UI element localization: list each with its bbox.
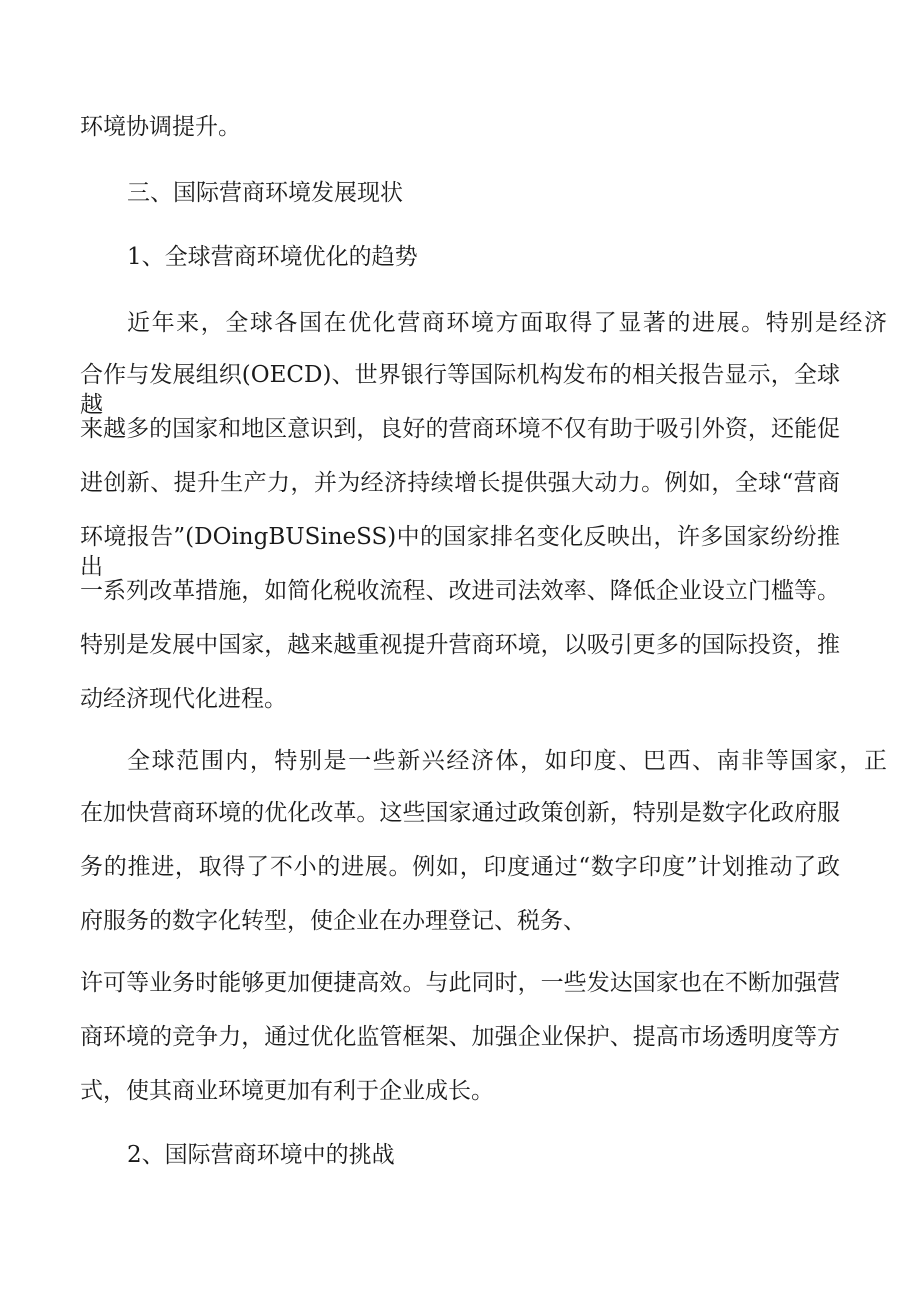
paragraph-1-line-8: 动经济现代化进程。 bbox=[80, 686, 287, 712]
paragraph-1-line-3-text: 来越多的国家和地区意识到，良好的营商环境不仅有助于吸引外资，还能促 bbox=[80, 416, 840, 442]
paragraph-1-line-4-text: 进创新、提升生产力，并为经济持续增长提供强大动力。例如，全球“营商 bbox=[80, 470, 840, 496]
paragraph-2-line-2 bbox=[80, 798, 840, 828]
paragraph-1-line-7-text: 特别是发展中国家，越来越重视提升营商环境，以吸引更多的国际投资，推 bbox=[80, 632, 840, 658]
paragraph-tail-line: 环境协调提升。 bbox=[80, 114, 241, 140]
paragraph-1-line-2 bbox=[80, 360, 840, 420]
paragraph-3-line-3: 式，使其商业环境更加有利于企业成长。 bbox=[80, 1078, 494, 1104]
paragraph-2-line-3-text: 务的推进，取得了不小的进展。例如，印度通过“数字印度”计划推动了政 bbox=[80, 854, 840, 880]
paragraph-2-line-1-text: 全球范围内，特别是一些新兴经济体，如印度、巴西、南非等国家，正 bbox=[127, 748, 887, 774]
paragraph-1-line-1-text: 近年来，全球各国在优化营商环境方面取得了显著的进展。特别是经济 bbox=[127, 310, 887, 336]
paragraph-1-line-5-text: 环境报告”(DOingBUSineSS)中的国家排名变化反映出，许多国家纷纷推出 bbox=[80, 524, 840, 580]
paragraph-1-line-5 bbox=[80, 522, 840, 582]
section-heading: 三、国际营商环境发展现状 bbox=[127, 180, 403, 206]
paragraph-1-line-6-text: 一系列改革措施，如简化税收流程、改进司法效率、降低企业设立门槛等。 bbox=[80, 578, 840, 604]
paragraph-2-line-4: 府服务的数字化转型，使企业在办理登记、税务、 bbox=[80, 908, 586, 934]
paragraph-1-line-7 bbox=[80, 630, 840, 660]
paragraph-1-line-3 bbox=[80, 414, 840, 444]
paragraph-3-line-1 bbox=[80, 968, 840, 998]
paragraph-2-line-2-text: 在加快营商环境的优化改革。这些国家通过政策创新，特别是数字化政府服 bbox=[80, 800, 840, 826]
paragraph-3-line-1-text: 许可等业务时能够更加便捷高效。与此同时，一些发达国家也在不断加强营 bbox=[80, 970, 840, 996]
subsection-heading-1: 1、全球营商环境优化的趋势 bbox=[127, 244, 418, 270]
paragraph-3-line-2 bbox=[80, 1022, 840, 1052]
paragraph-1-line-6 bbox=[80, 576, 840, 606]
paragraph-1-line-2-text: 合作与发展组织(OECD)、世界银行等国际机构发布的相关报告显示，全球越 bbox=[80, 362, 840, 418]
paragraph-1-line-4 bbox=[80, 468, 840, 498]
subsection-heading-2: 2、国际营商环境中的挑战 bbox=[127, 1142, 395, 1168]
paragraph-2-line-1 bbox=[127, 746, 887, 776]
paragraph-2-line-3 bbox=[80, 852, 840, 882]
paragraph-1-line-1 bbox=[127, 308, 887, 338]
paragraph-3-line-2-text: 商环境的竞争力，通过优化监管框架、加强企业保护、提高市场透明度等方 bbox=[80, 1024, 840, 1050]
